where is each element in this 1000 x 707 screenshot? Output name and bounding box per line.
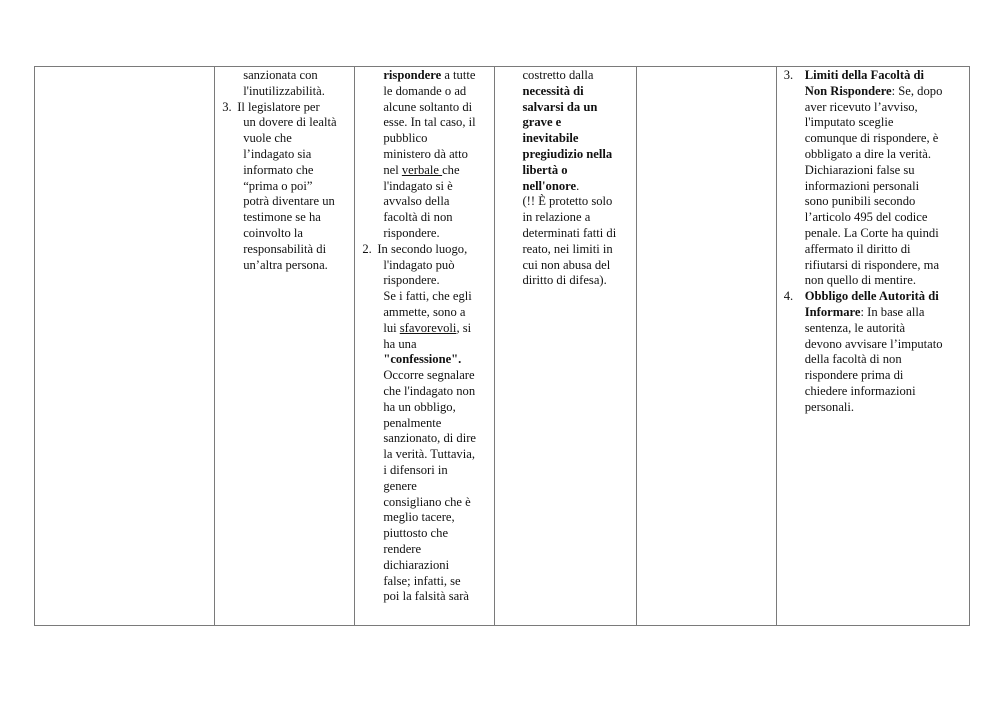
col4-content (495, 67, 635, 289)
cell-col1 (35, 67, 215, 626)
col2-list-item-3 (222, 99, 354, 274)
text-line: (!! È protetto solo (522, 194, 613, 209)
cell-col5 (636, 67, 776, 626)
text: a tutte (441, 68, 476, 82)
cell-col6 (776, 67, 969, 626)
bold-text: Informare (804, 304, 861, 319)
text-line: rispondere. (383, 225, 440, 240)
text-line: ha un obbligo, (383, 399, 456, 414)
col6-item3-text (805, 100, 969, 290)
text-line: che l'indagato non (383, 383, 476, 398)
text-line: consigliano che è (383, 494, 471, 509)
bold-text: grave e (522, 115, 562, 130)
text-line: avvalso della (383, 194, 450, 209)
text-line: penale. La Corte ha quindi (804, 225, 939, 240)
text-line: rifiutarsi di rispondere, ma (804, 257, 940, 272)
text-line: non quello di mentire. (804, 273, 916, 288)
bold-text: Obbligo delle Autorità di (804, 289, 939, 304)
text-line: i difensori in (383, 462, 448, 477)
col3-text-d (383, 368, 494, 605)
text-line: personali. (804, 399, 855, 414)
text-line: false; infatti, se (383, 573, 461, 588)
col3-list-item-2 (362, 241, 494, 258)
text-line: l’articolo 495 del codice (804, 210, 928, 225)
col4-line: costretto dalla (522, 68, 594, 82)
text-line: genere (383, 478, 417, 493)
text-line: l'indagato può (383, 257, 455, 272)
col6-line (805, 68, 969, 84)
text: . (576, 178, 580, 193)
text-line: sanzionato, di dire (383, 431, 477, 446)
text-line: le domande o ad (383, 83, 467, 98)
col6-line (805, 84, 969, 100)
text-line: sono punibili secondo (804, 194, 916, 209)
text-line: della facoltà di non (804, 352, 902, 367)
underlined-text: verbale (401, 162, 443, 177)
col3-text-b (383, 179, 494, 242)
text-line: comunque di rispondere, è (804, 131, 939, 146)
text-line: l'imputato sceglie (804, 115, 894, 130)
col6-list-item-3 (783, 68, 969, 289)
bold-text: salvarsi da un (522, 99, 598, 114)
text-line: cui non abusa del (522, 257, 611, 272)
text-line: meglio tacere, (383, 510, 455, 525)
content-table (34, 66, 970, 626)
col6-line (805, 289, 969, 305)
col6-item4-text (805, 321, 969, 416)
bold-text: Non Rispondere (804, 83, 892, 98)
col2-continued-text (243, 68, 354, 100)
text-line: facoltà di non (383, 210, 453, 225)
bold-text: rispondere (383, 68, 442, 82)
text-line: vuole che (243, 131, 292, 146)
col4-bold-text (522, 84, 635, 179)
text-line: reato, nei limiti in (522, 241, 613, 256)
text-line: informato che (243, 162, 314, 177)
text-line: l'indagato si è (383, 178, 453, 193)
bold-text: "confessione". (383, 352, 462, 367)
text: nel (383, 162, 402, 177)
text-line (522, 84, 635, 100)
text: lui (383, 320, 400, 335)
bold-text: libertà o (522, 162, 568, 177)
text-line: penalmente (383, 415, 442, 430)
text-line: esse. In tal caso, il (383, 115, 476, 130)
text-line: devono avvisare l’imputato (804, 336, 943, 351)
text-line: piuttosto che (383, 526, 449, 541)
col3-line (383, 68, 494, 84)
text-line: obbligato a dire la verità. (804, 146, 931, 161)
col3-line (383, 352, 494, 368)
text-line: testimone se ha (243, 210, 321, 225)
col2-item3-first-line: Il legislatore per (237, 99, 320, 114)
text-line: Se i fatti, che egli (383, 289, 472, 304)
text-line: un dovere di lealtà (243, 115, 337, 130)
text-line: rendere (383, 541, 422, 556)
col3-text-a (383, 84, 494, 163)
text-line: ammette, sono a (383, 304, 466, 319)
col3-content (355, 67, 494, 605)
col6-list-item-4 (783, 289, 969, 415)
bold-text: Limiti della Facoltà di (804, 68, 925, 82)
text-line: pubblico (383, 131, 428, 146)
list-number: 3. (783, 68, 794, 82)
col2-content (215, 67, 354, 273)
text-line: ministero dà atto (383, 146, 468, 161)
bold-text: necessità di (522, 83, 584, 98)
text: : In base alla (860, 304, 925, 319)
bold-text: nell'onore (522, 178, 577, 193)
text-line: sanzionata con (243, 68, 318, 82)
text-line: Occorre segnalare (383, 368, 475, 383)
col6-content (777, 67, 969, 416)
text-line: rispondere prima di (804, 368, 904, 383)
text-line: chiedere informazioni (804, 383, 916, 398)
text-line: rispondere. (383, 273, 440, 288)
text-line: affermato il diritto di (804, 241, 911, 256)
bold-text: inevitabile (522, 131, 579, 146)
text-line: diritto di difesa). (522, 273, 607, 288)
underlined-text: sfavorevoli (399, 320, 457, 335)
text-line: un’altra persona. (243, 257, 328, 272)
cell-col4 (495, 67, 636, 626)
text-line (522, 131, 635, 147)
text-line: Dichiarazioni false su (804, 162, 915, 177)
text-line: la verità. Tuttavia, (383, 447, 475, 462)
list-number: 4. (783, 289, 794, 304)
text-line: dichiarazioni (383, 557, 450, 572)
col3-text-c (383, 258, 494, 321)
text-line: in relazione a (522, 210, 591, 225)
col3-line: ha una (383, 336, 417, 351)
text-line (522, 163, 635, 179)
text-line: determinati fatti di (522, 225, 617, 240)
text-line: potrà diventare un (243, 194, 335, 209)
text: : Se, dopo (891, 83, 943, 98)
col6-line (805, 305, 969, 321)
col3-line (383, 163, 494, 179)
col4-text-rest (522, 194, 635, 289)
text-line (522, 100, 635, 116)
text: che (442, 162, 460, 177)
text-line: sentenza, le autorità (804, 320, 906, 335)
list-number: 3. (222, 99, 232, 114)
bold-text: pregiudizio nella (522, 146, 613, 161)
text-line: responsabilità di (243, 241, 327, 256)
text-line: l’indagato sia (243, 146, 312, 161)
text-line: l'inutilizzabilità. (243, 83, 325, 98)
col3-item2-first-line: In secondo luogo, (377, 241, 468, 256)
col4-line (522, 179, 635, 195)
col2-item3-text (243, 100, 354, 274)
text-line (522, 147, 635, 163)
text-line: informazioni personali (804, 178, 920, 193)
cell-col3 (355, 67, 495, 626)
text-line (522, 115, 635, 131)
list-number: 2. (362, 241, 372, 256)
cell-col2 (215, 67, 355, 626)
text-line: alcune soltanto di (383, 99, 473, 114)
text-line: aver ricevuto l’avviso, (804, 99, 918, 114)
text: , si (456, 320, 472, 335)
text-line: poi la falsità sarà (383, 589, 470, 604)
text-line: “prima o poi” (243, 178, 313, 193)
col3-line (383, 321, 494, 337)
table-row (35, 67, 970, 626)
text-line: coinvolto la (243, 225, 303, 240)
